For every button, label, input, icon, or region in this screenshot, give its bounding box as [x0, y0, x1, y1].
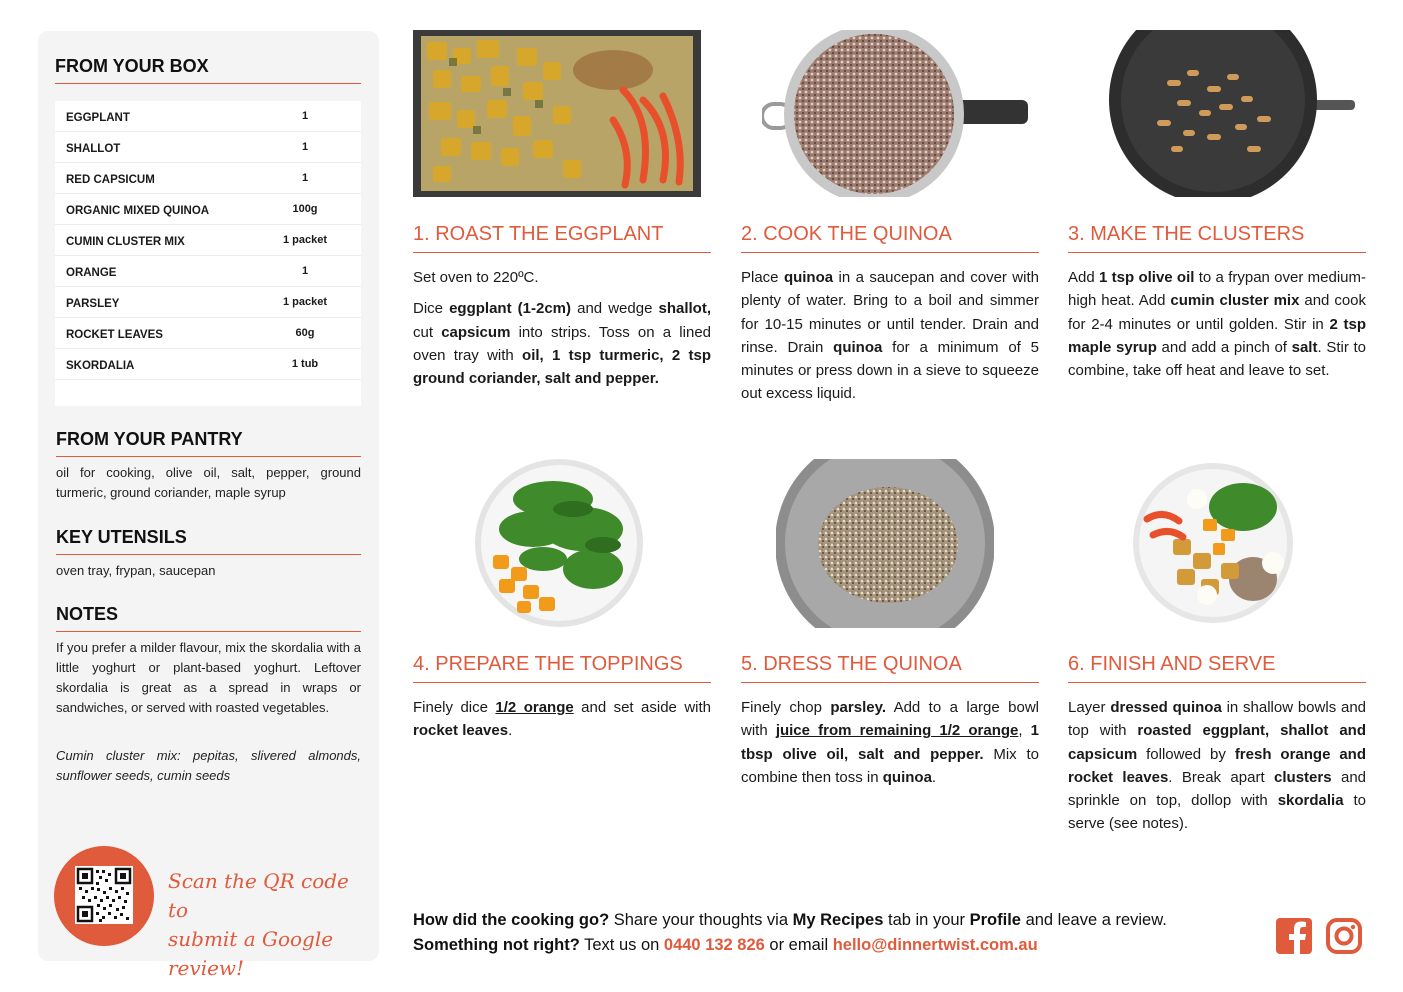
ingredient-qty: 1	[301, 141, 309, 153]
step-body-3	[1068, 266, 1366, 390]
ingredient-name: PARSLEY	[66, 298, 120, 310]
ingredient-name: EGGPLANT	[66, 112, 130, 124]
footer-bold: My Recipes	[792, 911, 884, 929]
qr-badge	[54, 846, 154, 946]
step-text: . Stir to combine, take off heat and leave to set.	[1068, 338, 1366, 380]
step-text: Place	[741, 269, 784, 286]
step-bold: shallot,	[658, 300, 712, 318]
ingredient-qty: 100g	[292, 203, 318, 215]
photo-clusters-frypan	[1107, 30, 1355, 197]
step-text: ,	[1018, 722, 1031, 740]
step-title: 5. DRESS THE QUINOA	[741, 653, 1039, 683]
step-text: to a frypan over medium-high heat. Add	[1068, 269, 1367, 310]
step-text: for a minimum of 5 minutes or press down in a sieve to squeeze out excess liquid.	[741, 338, 1039, 403]
step-bold: roasted eggplant, shallot and capsicum	[1068, 722, 1366, 763]
step-bold: dressed quinoa	[1110, 699, 1222, 716]
photo-roast-tray	[413, 30, 701, 197]
step-title: 4. PREPARE THE TOPPINGS	[413, 653, 711, 683]
pantry-section-title: FROM YOUR PANTRY	[56, 429, 361, 457]
step-paragraph	[741, 266, 1039, 406]
step-bold: parsley.	[830, 699, 886, 716]
step-bold: eggplant (1-2cm)	[449, 300, 572, 318]
utensils-section-title: KEY UTENSILS	[56, 527, 361, 555]
footer-text: or email	[764, 936, 833, 954]
footer-text: Text us on	[579, 936, 664, 954]
step-body-4	[413, 696, 711, 751]
step-text: Layer	[1068, 699, 1111, 716]
step-bold: salt	[1291, 338, 1318, 356]
footer-question: How did the cooking go?	[413, 911, 610, 929]
step-body-1	[413, 266, 711, 398]
step-bold: 1 tbsp olive oil, salt and pepper.	[741, 722, 1040, 763]
step-bold: skordalia	[1277, 792, 1344, 810]
step-text: into strips. Toss on a lined oven tray with	[413, 323, 711, 364]
step-bold: rocket leaves	[413, 722, 509, 740]
ingredient-name: RED CAPSICUM	[66, 174, 155, 186]
table-row	[55, 194, 361, 225]
qr-caption	[168, 867, 368, 983]
step-bold: fresh orange and rocket leaves	[1068, 745, 1366, 786]
step-text: in shallow bowls and top with	[1068, 699, 1367, 740]
pantry-text: oil for cooking, olive oil, salt, pepper, ground turmeric, ground coriander, maple syrup	[56, 465, 361, 500]
footer-contact-line	[413, 936, 1038, 955]
step-text: Dice	[413, 300, 450, 318]
step-text: Add to a large bowl with	[741, 699, 1040, 740]
step-text: Finely chop	[741, 699, 831, 716]
ingredient-qty: 1	[301, 172, 309, 184]
step-text: and add a pinch of	[1156, 338, 1292, 356]
photo-finish-bowl	[1133, 459, 1293, 628]
footer-bold: Profile	[969, 911, 1021, 929]
step-text: and wedge	[571, 300, 659, 318]
step-text: followed by	[1137, 745, 1235, 763]
step-body-2	[741, 266, 1039, 414]
phone-link[interactable]: 0440 132 826	[663, 936, 765, 954]
ingredient-qty: 60g	[295, 327, 315, 339]
email-link[interactable]: hello@dinnertwist.com.au	[832, 936, 1038, 954]
ingredient-name: ORANGE	[66, 267, 117, 279]
step-bold: cumin cluster mix	[1170, 292, 1300, 310]
ingredient-qty: 1 tub	[291, 358, 319, 370]
ingredient-name: SKORDALIA	[66, 360, 135, 372]
step-text: Add	[1068, 269, 1099, 286]
step-text: and cook for 2-4 minutes or until golden. Stir in	[1068, 292, 1367, 333]
step-title: 1. ROAST THE EGGPLANT	[413, 223, 711, 253]
step-paragraph	[1068, 696, 1366, 836]
table-row	[55, 225, 361, 256]
step-bold: juice from remaining 1/2 orange	[775, 722, 1019, 740]
qr-caption-line: Scan the QR code to	[168, 869, 349, 922]
step-text: in a saucepan and cover with plenty of water. Bring to a boil and simmer for 10-15 minutes or until tender. Drain and rinse. Drain	[741, 269, 1039, 356]
step-text: .	[931, 768, 937, 786]
qr-caption-line: submit a Google review!	[168, 927, 334, 980]
step-bold: 1 tsp olive oil	[1099, 269, 1195, 286]
step-text: Mix to combine then toss in	[741, 745, 1039, 786]
step-bold: capsicum	[441, 323, 511, 341]
step-text: . Break apart	[1168, 768, 1275, 786]
step-title: 2. COOK THE QUINOA	[741, 223, 1039, 253]
step-text: and set aside with	[573, 699, 711, 716]
step-text: Finely dice	[413, 699, 496, 716]
step-bold: clusters	[1274, 768, 1332, 786]
footer-text: Share your thoughts via	[609, 911, 793, 929]
ingredient-name: ORGANIC MIXED QUINOA	[66, 205, 210, 217]
step-bold: 1/2 orange	[495, 699, 574, 716]
table-row	[55, 287, 361, 318]
footer-text: tab in your	[883, 911, 970, 929]
footer-text: and leave a review.	[1020, 911, 1167, 929]
ingredient-qty: 1 packet	[282, 296, 328, 308]
notes-section-title: NOTES	[56, 604, 361, 632]
table-row	[55, 349, 361, 380]
utensils-text: oven tray, frypan, saucepan	[56, 563, 216, 578]
facebook-icon[interactable]	[1275, 917, 1313, 955]
photo-quinoa-saucepan	[762, 30, 1028, 197]
step-title: 6. FINISH AND SERVE	[1068, 653, 1366, 683]
step-bold: oil, 1 tsp turmeric, 2 tsp ground coriander, salt and pepper.	[413, 346, 711, 388]
step-text: cut	[413, 323, 442, 341]
box-section-title: FROM YOUR BOX	[55, 56, 361, 84]
box-ingredients-table	[55, 101, 361, 406]
step-bold: quinoa	[833, 338, 883, 356]
step-text: and sprinkle on top, dollop with	[1068, 768, 1366, 810]
table-row	[55, 101, 361, 132]
table-row	[55, 163, 361, 194]
sidebar-panel	[38, 31, 379, 980]
step-title: 3. MAKE THE CLUSTERS	[1068, 223, 1366, 253]
ingredient-name: SHALLOT	[66, 143, 121, 155]
qr-code-icon[interactable]	[75, 866, 133, 924]
photo-toppings-bowl	[473, 459, 645, 628]
footer-question: Something not right?	[413, 936, 580, 954]
ingredient-name: CUMIN CLUSTER MIX	[66, 236, 185, 248]
step-text: to serve (see notes).	[1068, 792, 1366, 833]
step-paragraph	[741, 696, 1039, 789]
step-bold: quinoa	[783, 269, 834, 286]
step-paragraph	[413, 297, 711, 390]
footer-review-line	[413, 911, 1167, 930]
step-bold: 2 tsp maple syrup	[1068, 315, 1366, 356]
ingredient-qty: 1	[301, 110, 309, 122]
step-text: Set oven to 220ºC.	[413, 269, 539, 286]
step-body-5	[741, 696, 1039, 797]
step-paragraph	[1068, 266, 1366, 382]
instagram-icon[interactable]	[1325, 917, 1363, 955]
ingredient-qty: 1	[301, 265, 309, 277]
table-row	[55, 132, 361, 163]
step-body-6	[1068, 696, 1366, 844]
step-bold: quinoa	[882, 768, 932, 786]
step-text: .	[508, 722, 513, 740]
ingredient-name: ROCKET LEAVES	[66, 329, 163, 341]
table-row	[55, 256, 361, 287]
notes-italic-text: Cumin cluster mix: pepitas, slivered almonds, sunflower seeds, cumin seeds	[56, 748, 361, 783]
photo-dressed-quinoa-bowl	[776, 459, 994, 628]
notes-text: If you prefer a milder flavour, mix the skordalia with a little yoghurt or plant-based yoghurt. Leftover skordalia is great as a spread in wraps or sandwiches, or served with roasted vegetables.	[56, 640, 361, 715]
ingredient-qty: 1 packet	[282, 234, 328, 246]
step-paragraph	[413, 696, 711, 743]
table-row	[55, 318, 361, 349]
